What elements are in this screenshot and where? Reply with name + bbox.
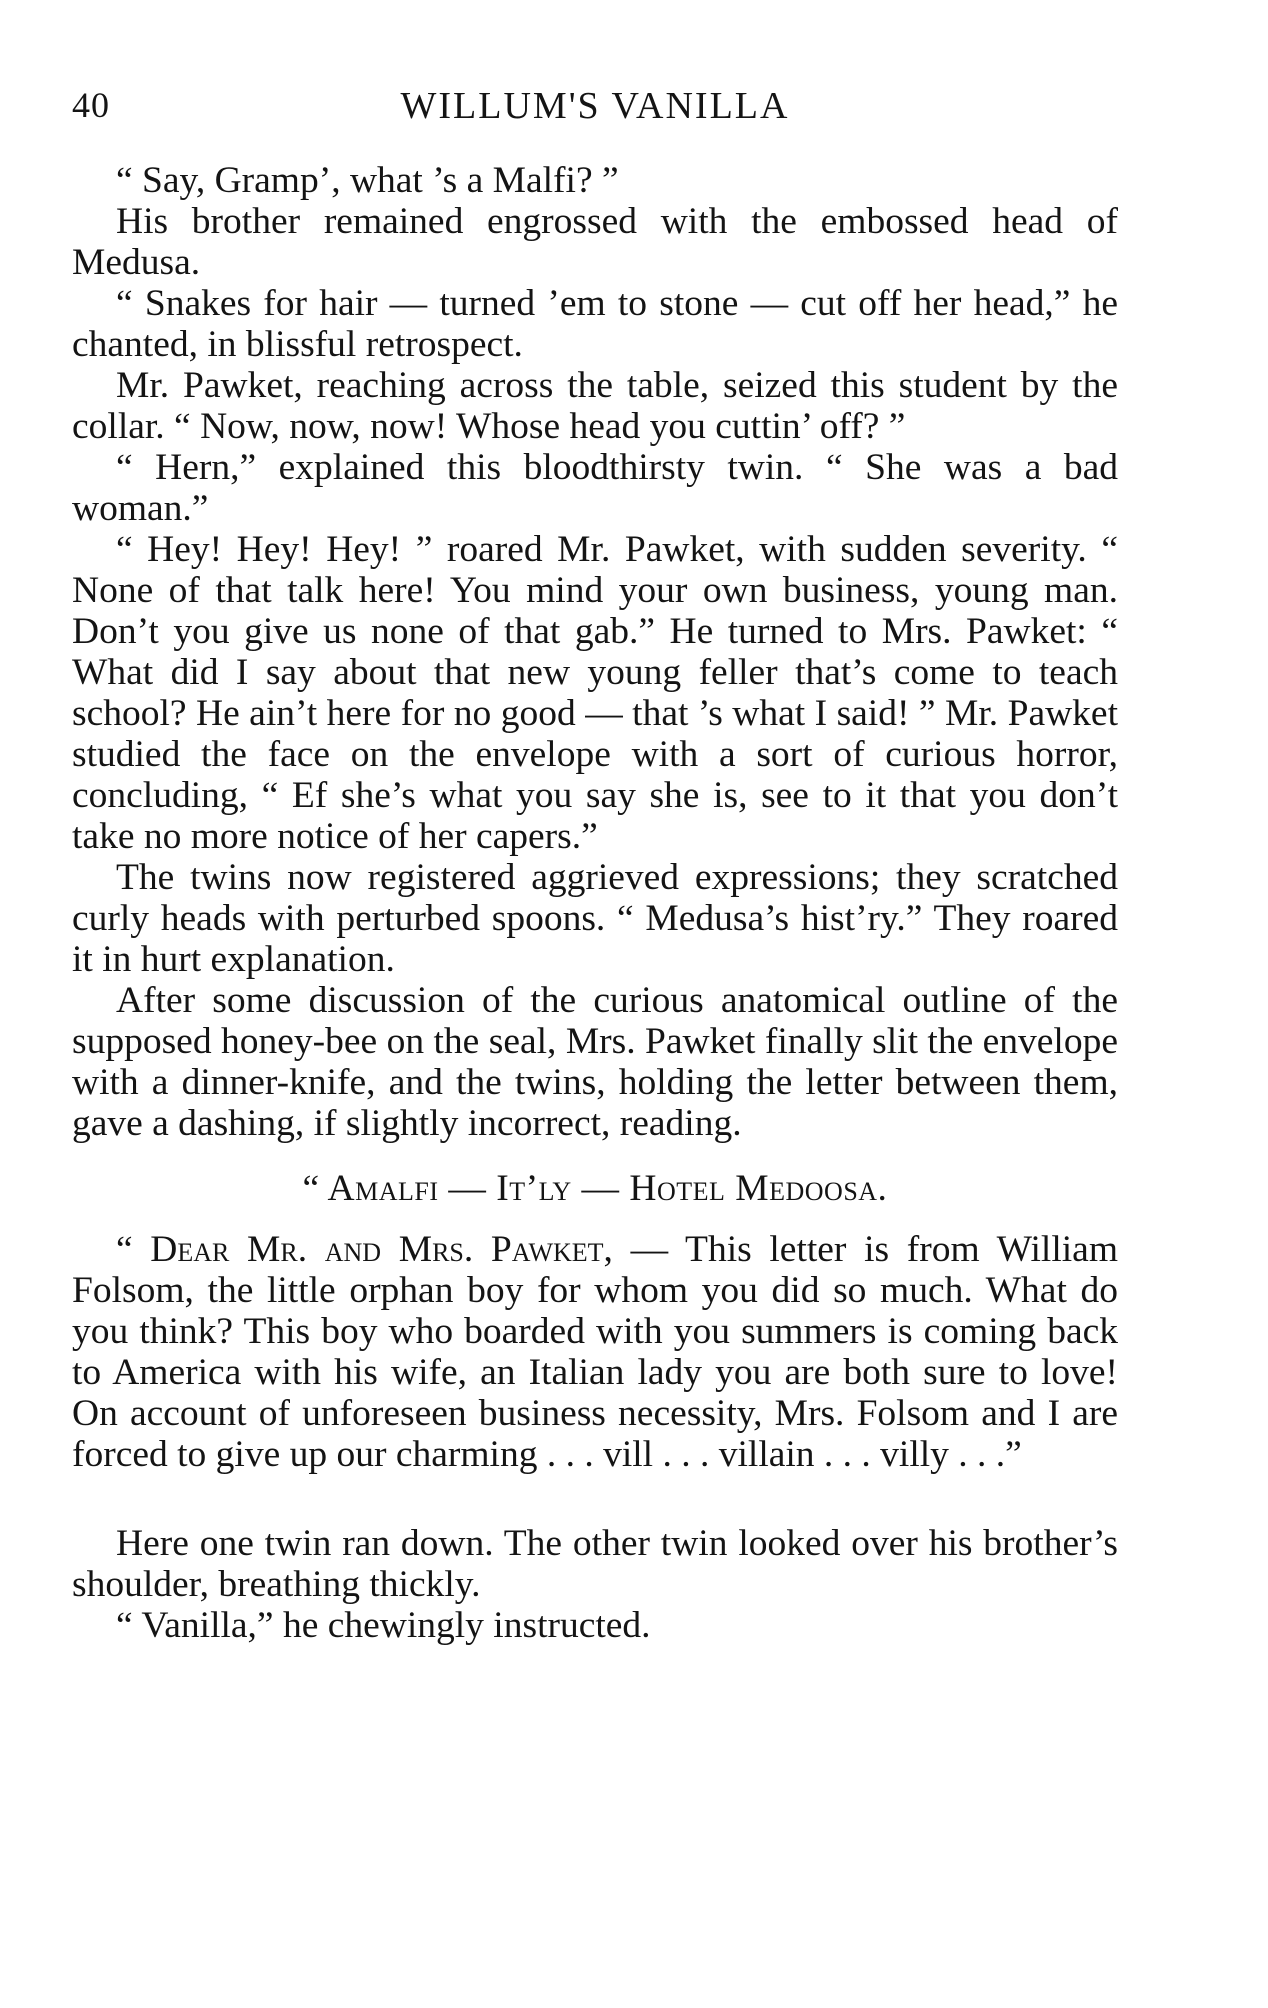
paragraph: “ Hey! Hey! Hey! ” roared Mr. Pawket, with sudden severity. “ None of that talk here! You mind your own business, young man. Don’t you give us none of that gab.” He turned to Mrs. Pawket: “ What did I say about that new young feller that’s come to teach school? He ain’t here for no good — that ’s what I said! ” Mr. Pawket studied the face on the envelope with a sort of curious horror, concluding, “ Ef she’s what you say she is, see to it that you don’t take no more notice of her capers.” <box>72 529 1118 857</box>
paragraph: His brother remained engrossed with the embossed head of Medusa. <box>72 201 1118 283</box>
paragraph: The twins now registered aggrieved expressions; they scratched curly heads with perturbed spoons. “ Medusa’s hist’ry.” They roared it in hurt explanation. <box>72 857 1118 980</box>
page-number: 40 <box>72 85 110 125</box>
body-text <box>72 160 1118 1646</box>
letter-heading: “ Amalfi — It’ly — Hotel Medoosa. <box>302 1168 888 1209</box>
running-head <box>72 84 1118 134</box>
paragraph: “ Say, Gramp’, what ’s a Malfi? ” <box>116 160 619 201</box>
letter-body: — This letter is from William Folsom, the little orphan boy for whom you did so much. What do you think? This boy who boarded with you summers is coming back to America with his wife, an Italian lady you are both sure to love! On account of unforeseen business necessity, Mrs. Folsom and I are forced to give up our charming . . . vill . . . villain . . . villy . . .” <box>72 1229 1118 1475</box>
letter-salutation: “ Dear Mr. and Mrs. Pawket, <box>116 1229 613 1270</box>
paragraph: Mr. Pawket, reaching across the table, seized this student by the collar. “ Now, now, now! Whose head you cuttin’ off? ” <box>72 365 1118 447</box>
letter-paragraph <box>72 1229 1118 1475</box>
paragraph: Here one twin ran down. The other twin looked over his brother’s shoulder, breathing thickly. <box>72 1523 1118 1605</box>
running-title: WILLUM'S VANILLA <box>400 85 790 127</box>
paragraph: “ Snakes for hair — turned ’em to stone — cut off her head,” he chanted, in blissful retrospect. <box>72 283 1118 365</box>
paragraph: “ Vanilla,” he chewingly instructed. <box>116 1605 651 1646</box>
paragraph: After some discussion of the curious anatomical outline of the supposed honey-bee on the seal, Mrs. Pawket finally slit the envelope with a dinner-knife, and the twins, holding the letter between them, gave a dashing, if slightly incorrect, reading. <box>72 980 1118 1144</box>
paragraph: “ Hern,” explained this bloodthirsty twin. “ She was a bad woman.” <box>72 447 1118 529</box>
